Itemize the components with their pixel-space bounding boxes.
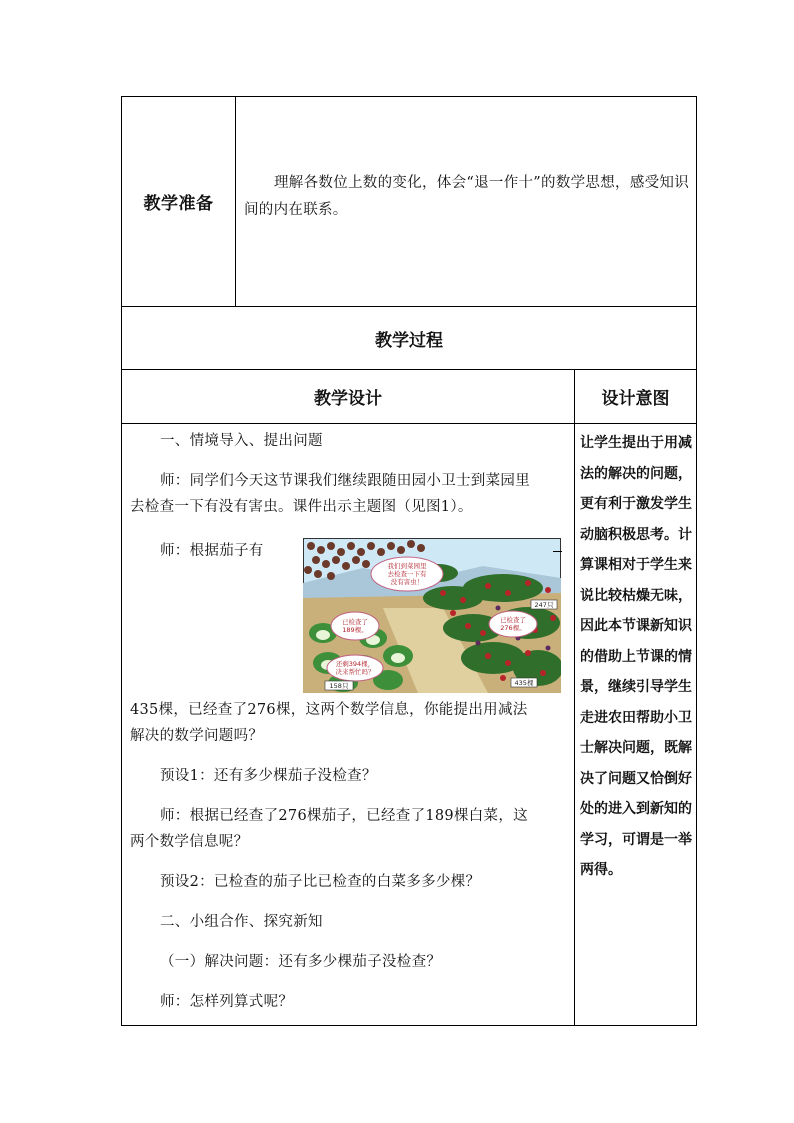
farm-illustration bbox=[303, 538, 561, 693]
prep-label: 教学准备 bbox=[143, 193, 214, 214]
design-column-header: 教学设计 bbox=[314, 389, 382, 409]
design-paragraph: 一、情境导入、提出问题 bbox=[160, 433, 323, 449]
row-line-columns bbox=[121, 423, 697, 424]
design-paragraph: 师：怎样列算式呢？ bbox=[160, 994, 294, 1010]
design-paragraph: 两个数学信息呢？ bbox=[130, 834, 249, 850]
bubble-left-line: 已检查了 bbox=[342, 618, 368, 626]
intent-column-header: 设计意图 bbox=[601, 389, 670, 409]
design-paragraph: 师：根据茄子有 bbox=[160, 543, 264, 559]
bubble-top-line: 我们到菜园里 bbox=[387, 562, 427, 570]
intent-text: 让学生提出于用减法的解决的问题，更有利于激发学生动脑积极思考。计算课相对于学生来说比较枯燥无味，因此本节课新知识的借助上节课的情景，继续引导学生走进农田帮助小卫士解决问题，既解决了问题又恰倒好处的进入到新知的学习，可谓是一举两得。 bbox=[580, 435, 692, 878]
design-paragraph: 解决的数学问题吗？ bbox=[130, 728, 264, 744]
design-paragraph: 435棵，已经查了276棵，这两个数学信息，你能提出用减法 bbox=[130, 702, 528, 718]
design-paragraph: 去检查一下有没有害虫。课件出示主题图（见图1）。 bbox=[130, 499, 473, 515]
bubble-top-line: 没有害虫！ bbox=[390, 578, 424, 586]
illustration-marker bbox=[553, 551, 562, 552]
prep-text: 理解各数位上数的变化，体会“退一作十”的数学思想，感受知识间的内在联系。 bbox=[244, 175, 690, 218]
bubble-bottom-line: 还剩394棵， bbox=[335, 660, 375, 668]
design-paragraph: 师：根据已经查了276棵茄子，已经查了189棵白菜，这 bbox=[160, 808, 528, 824]
tag-435: 435棵 bbox=[514, 679, 534, 687]
bubble-left-line: 189棵。 bbox=[342, 626, 368, 634]
bubble-right-line: 276棵。 bbox=[500, 624, 526, 632]
bubble-right-line: 已检查了 bbox=[500, 616, 526, 624]
design-paragraph: 预设1：还有多少棵茄子没检查？ bbox=[160, 768, 377, 784]
design-paragraph: 师：同学们今天这节课我们继续跟随田园小卫士到菜园里 bbox=[160, 473, 530, 489]
design-paragraph: 预设2：已检查的茄子比已检查的白菜多多少棵？ bbox=[160, 874, 481, 890]
process-header: 教学过程 bbox=[375, 330, 443, 351]
table-border-bottom bbox=[121, 1025, 697, 1026]
tag-247: 247只 bbox=[534, 601, 554, 609]
bubble-bottom-line: 决来帮忙吗？ bbox=[335, 668, 375, 676]
table-border-right bbox=[696, 96, 697, 1026]
bubble-top-line: 去检查一下有 bbox=[387, 570, 427, 578]
tag-158: 158只 bbox=[329, 682, 349, 690]
design-paragraph: 二、小组合作、探究新知 bbox=[160, 914, 323, 930]
prep-divider bbox=[235, 96, 236, 307]
design-paragraph: （一）解决问题：还有多少棵茄子没检查？ bbox=[160, 954, 442, 970]
